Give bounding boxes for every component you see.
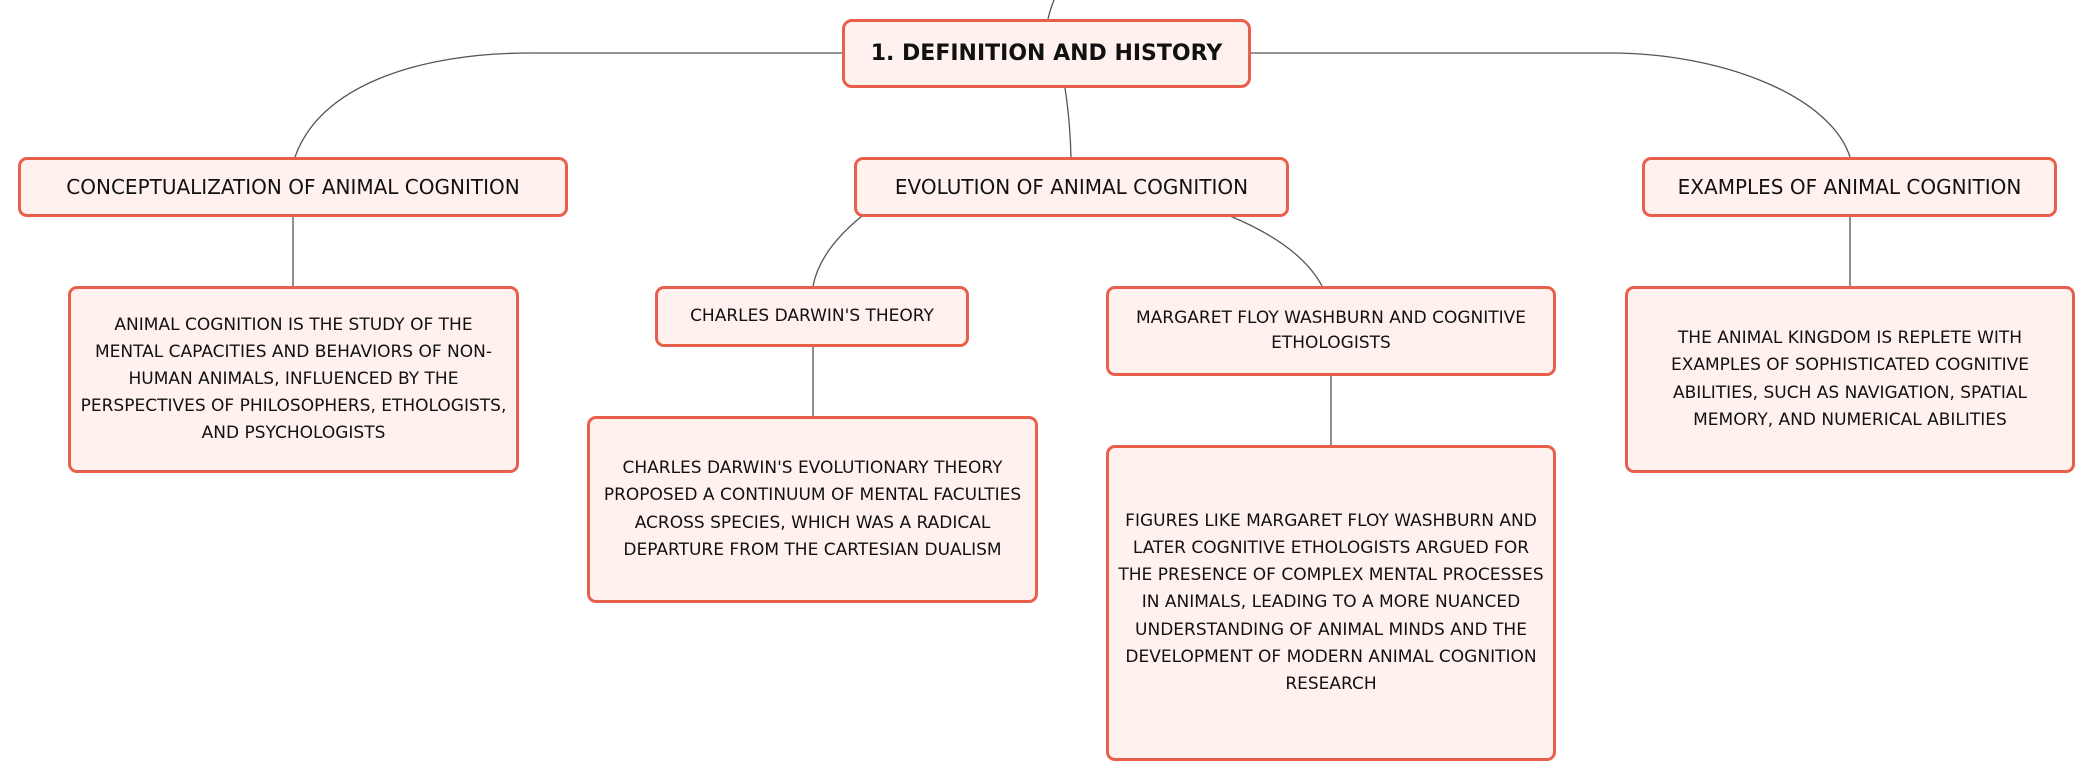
topic-darwin-theory-label: CHARLES DARWIN'S THEORY	[690, 306, 934, 327]
root-topic-node[interactable]	[842, 19, 1251, 88]
topic-washburn-node[interactable]	[1106, 286, 1556, 376]
connector-root-parent	[1048, 0, 1054, 19]
detail-darwin-text: CHARLES DARWIN'S EVOLUTIONARY THEORY PROPOSED A CONTINUUM OF MENTAL FACULTIES ACROSS SPECIES, WHICH WAS A RADICAL DEPARTURE FROM THE CARTESIAN DUALISM	[603, 458, 1022, 560]
detail-examples-text: THE ANIMAL KINGDOM IS REPLETE WITH EXAMPLES OF SOPHISTICATED COGNITIVE ABILITIES, SUCH AS NAVIGATION, SPATIAL MEMORY, AND NUMERICAL ABILITIES	[1670, 328, 2030, 430]
connector-root-evolution	[1065, 88, 1071, 157]
connector-evolution-washburn	[1230, 216, 1322, 286]
detail-darwin-node[interactable]	[587, 416, 1038, 603]
topic-evolution-label: EVOLUTION OF ANIMAL COGNITION	[894, 174, 1249, 199]
detail-conceptualization-text: ANIMAL COGNITION IS THE STUDY OF THE MENTAL CAPACITIES AND BEHAVIORS OF NON-HUMAN ANIMALS, INFLUENCED BY THE PERSPECTIVES OF PHILOSOPHERS, ETHOLOGISTS, AND PSYCHOLOGISTS	[80, 314, 507, 444]
topic-conceptualization-label: CONCEPTUALIZATION OF ANIMAL COGNITION	[66, 174, 520, 199]
topic-washburn-label: MARGARET FLOY WASHBURN AND COGNITIVE ETHOLOGISTS	[1135, 308, 1527, 353]
root-topic-label: 1. DEFINITION AND HISTORY	[870, 40, 1223, 66]
connector-root-examples	[1251, 53, 1850, 157]
detail-examples-node[interactable]	[1625, 286, 2075, 473]
topic-examples-label: EXAMPLES OF ANIMAL COGNITION	[1677, 174, 2022, 199]
detail-washburn-node[interactable]	[1106, 445, 1556, 761]
topic-examples-node[interactable]	[1642, 157, 2057, 217]
topic-conceptualization-node[interactable]	[18, 157, 568, 217]
topic-evolution-node[interactable]	[854, 157, 1289, 217]
connector-root-conceptualization	[295, 53, 842, 157]
topic-darwin-theory-node[interactable]	[655, 286, 969, 347]
detail-washburn-text: FIGURES LIKE MARGARET FLOY WASHBURN AND LATER COGNITIVE ETHOLOGISTS ARGUED FOR THE PRESENCE OF COMPLEX MENTAL PROCESSES IN ANIMALS, LEADING TO A MORE NUANCED UNDERSTANDING OF ANIMAL MINDS AND THE DEVELOPMENT OF MODERN ANIMAL COGNITION RESEARCH	[1118, 510, 1544, 694]
detail-conceptualization-node[interactable]	[68, 286, 519, 473]
connector-evolution-darwin	[813, 216, 862, 286]
